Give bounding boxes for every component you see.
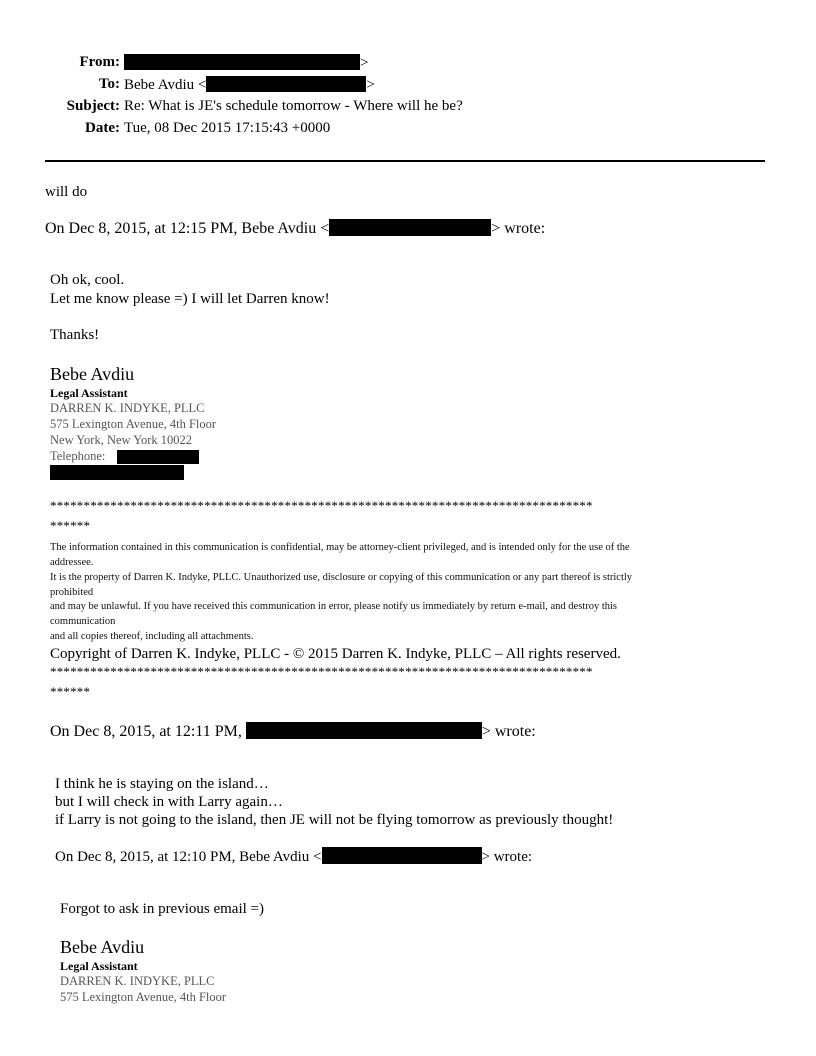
header-divider <box>45 160 765 162</box>
disclaimer-p3b: communication <box>50 616 116 627</box>
redaction-bar <box>50 465 184 480</box>
disclaimer-stars-top-tail: ****** <box>50 518 91 533</box>
to-name: Bebe Avdiu < <box>124 77 207 93</box>
signature2-firm: DARREN K. INDYKE, PLLC <box>60 974 215 988</box>
from-value <box>124 54 368 72</box>
signature-address2: New York, New York 10022 <box>50 433 193 447</box>
date-label: Date: <box>85 120 120 136</box>
redaction-bar <box>329 219 491 236</box>
quote3-line1: Forgot to ask in previous email =) <box>60 901 264 917</box>
signature-name: Bebe Avdiu <box>50 364 135 384</box>
quote1-line2: Let me know please =) I will let Darren know! <box>50 291 330 307</box>
quote-intro-2 <box>50 722 536 741</box>
date-value: Tue, 08 Dec 2015 17:15:43 +0000 <box>124 120 331 136</box>
signature-title: Legal Assistant <box>50 386 128 400</box>
signature2-address1: 575 Lexington Avenue, 4th Floor <box>60 990 227 1004</box>
quote-intro-3 <box>55 847 532 866</box>
redaction-bar <box>246 722 482 739</box>
subject-label: Subject: <box>66 98 120 114</box>
disclaimer-p1a: The information contained in this communication is confidential, may be attorney-client privileged, and is intended only for the use of the <box>50 542 630 553</box>
from-suffix: > <box>360 55 369 71</box>
to-label: To: <box>98 76 120 92</box>
redaction-bar <box>322 847 482 864</box>
quote2-intro-prefix: On Dec 8, 2015, at 12:11 PM, <box>50 723 242 740</box>
quote-intro-1 <box>45 219 545 238</box>
quote-intro-prefix: On Dec 8, 2015, at 12:15 PM, Bebe Avdiu < <box>45 220 330 237</box>
disclaimer-p1b: addressee. <box>50 557 94 568</box>
quote1-line1: Oh ok, cool. <box>50 272 125 288</box>
quote2-line1: I think he is staying on the island… <box>55 776 269 792</box>
quote3-intro-suffix: > wrote: <box>481 849 533 865</box>
subject-value: Re: What is JE's schedule tomorrow - Where will he be? <box>124 98 463 114</box>
quote-intro-suffix: > wrote: <box>491 220 546 237</box>
disclaimer-p3a: and may be unlawful. If you have received this communication in error, please notify us immediately by return e-mail, and destroy this <box>50 601 617 612</box>
to-value <box>124 76 375 94</box>
disclaimer-p2b: prohibited <box>50 587 94 598</box>
disclaimer-p4: and all copies thereof, including all attachments. <box>50 631 254 642</box>
disclaimer-p2a: It is the property of Darren K. Indyke, PLLC. Unauthorized use, disclosure or copying of this communication or any part thereof is strictly <box>50 572 633 583</box>
redaction-bar <box>117 450 199 464</box>
to-suffix: > <box>366 77 375 93</box>
signature-firm: DARREN K. INDYKE, PLLC <box>50 401 205 415</box>
disclaimer-stars-bottom: ********************************************************************************* <box>50 664 593 679</box>
signature2-title: Legal Assistant <box>60 959 138 973</box>
disclaimer-stars-bottom-tail: ****** <box>50 684 91 699</box>
reply-body: will do <box>45 184 88 200</box>
disclaimer-copyright: Copyright of Darren K. Indyke, PLLC - © 2015 Darren K. Indyke, PLLC – All rights reserved. <box>50 646 621 662</box>
from-label: From: <box>79 54 120 70</box>
quote2-line3: if Larry is not going to the island, then JE will not be flying tomorrow as previously thought! <box>55 812 614 828</box>
disclaimer-stars-top: ********************************************************************************* <box>50 498 593 513</box>
quote3-intro-prefix: On Dec 8, 2015, at 12:10 PM, Bebe Avdiu < <box>55 849 322 865</box>
phone-label: Telephone: <box>50 449 106 463</box>
redaction-bar <box>124 54 360 70</box>
quote1-line3: Thanks! <box>50 327 100 343</box>
quote2-line2: but I will check in with Larry again… <box>55 794 283 810</box>
signature2-name: Bebe Avdiu <box>60 937 145 957</box>
signature-phone <box>50 449 105 464</box>
redaction-bar <box>206 76 366 92</box>
signature-address1: 575 Lexington Avenue, 4th Floor <box>50 417 217 431</box>
quote2-intro-suffix: > wrote: <box>481 723 536 740</box>
